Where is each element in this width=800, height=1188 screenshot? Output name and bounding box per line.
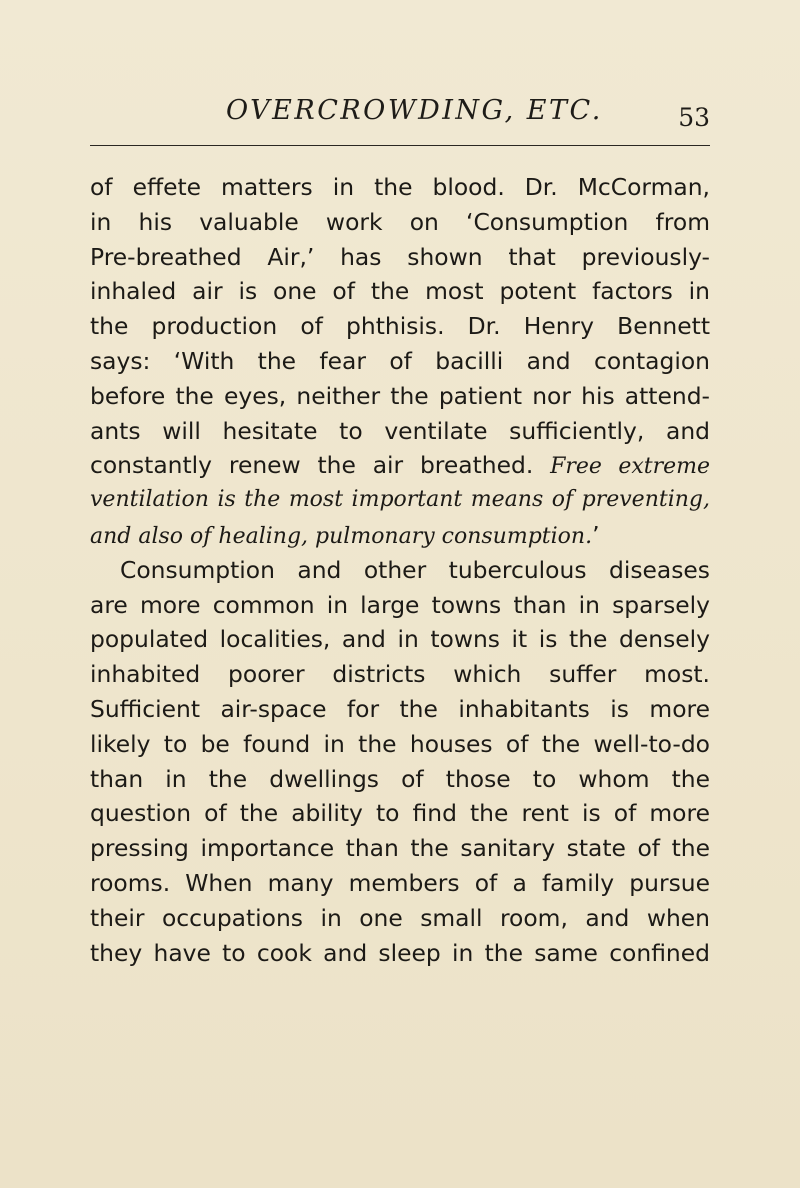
text-line: rooms. When many members of a family pursue — [90, 868, 710, 897]
italic-segment: and also of healing, pulmonary consumption. — [90, 523, 593, 549]
text-line: likely to be found in the houses of the well-to-do — [90, 729, 710, 758]
page-number: 53 — [678, 103, 710, 132]
text-segment: constantly renew the air breathed. — [90, 451, 534, 480]
text-line-mixed — [90, 518, 710, 553]
text-line: their occupations in one small room, and when — [90, 903, 710, 932]
header-rule — [90, 145, 710, 146]
italic-segment: Free extreme — [550, 454, 711, 480]
text-line: of effete matters in the blood. Dr. McCorman, — [90, 173, 710, 201]
text-line: pressing importance than the sanitary state of the — [90, 834, 710, 863]
text-line: are more common in large towns than in sparsely — [90, 590, 710, 619]
text-line: says: ‘With the fear of bacilli and contagion — [90, 346, 710, 375]
text-line: inhabited poorer districts which suffer most. — [90, 660, 710, 689]
text-line: than in the dwellings of those to whom the — [90, 764, 710, 793]
text-line: Pre-breathed Air,’ has shown that previously- — [90, 242, 710, 271]
text-line: question of the ability to find the rent is of more — [90, 799, 710, 828]
text-line-mixed — [90, 448, 710, 483]
text-line: populated localities, and in towns it is the densely — [90, 625, 710, 654]
closing-quote: ’ — [592, 520, 600, 549]
text-line: they have to cook and sleep in the same confined — [90, 938, 710, 967]
text-line: in his valuable work on ‘Consumption from — [90, 207, 710, 236]
text-line: the production of phthisis. Dr. Henry Bennett — [90, 312, 710, 341]
running-head — [90, 95, 710, 141]
text-line: Sufficient air-space for the inhabitants is more — [90, 694, 710, 723]
italic-text-line: ventilation is the most important means of preventing, — [90, 487, 710, 513]
text-line: ants will hesitate to ventilate sufficiently, and — [90, 416, 710, 445]
body-text — [90, 170, 710, 970]
text-line: inhaled air is one of the most potent factors in — [90, 277, 710, 306]
running-head-title: OVERCROWDING, ETC. — [226, 95, 603, 126]
paragraph-start-line: Consumption and other tuberculous diseases — [120, 555, 710, 584]
text-line: before the eyes, neither the patient nor his attend- — [90, 381, 710, 410]
